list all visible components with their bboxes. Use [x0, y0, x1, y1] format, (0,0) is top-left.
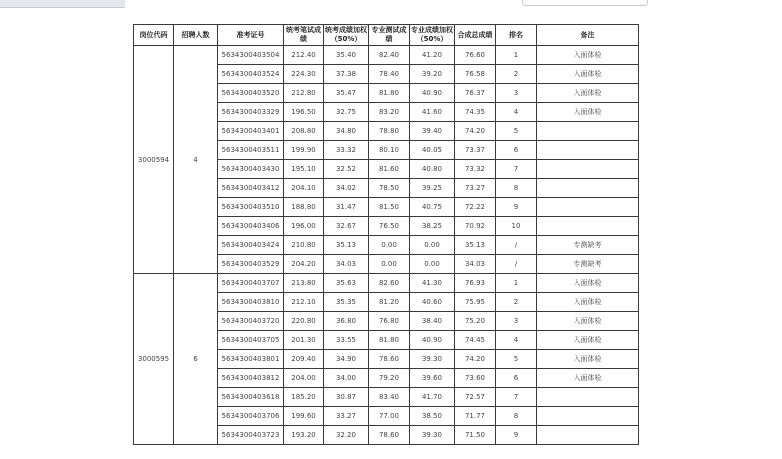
- written-weighted-cell: 30.87: [324, 388, 369, 407]
- professional-weighted-cell: 38.25: [410, 217, 455, 236]
- professional-weighted-cell: 39.30: [410, 426, 455, 445]
- professional-weighted-cell: 0.00: [410, 255, 455, 274]
- rank-cell: 5: [496, 350, 537, 369]
- written-score-cell: 188.80: [284, 198, 324, 217]
- total-score-cell: 76.60: [455, 46, 496, 65]
- professional-score-cell: 80.10: [369, 141, 410, 160]
- remarks-cell: [537, 122, 639, 141]
- professional-weighted-cell: 40.05: [410, 141, 455, 160]
- ticket-number-cell: 5634300403705: [218, 331, 284, 350]
- written-score-cell: 204.20: [284, 255, 324, 274]
- table-row: [134, 274, 639, 293]
- ticket-number-cell: 5634300403810: [218, 293, 284, 312]
- ticket-number-cell: 5634300403430: [218, 160, 284, 179]
- professional-score-cell: 83.40: [369, 388, 410, 407]
- written-score-cell: 204.00: [284, 369, 324, 388]
- rank-cell: /: [496, 255, 537, 274]
- total-score-cell: 35.13: [455, 236, 496, 255]
- professional-weighted-cell: 41.60: [410, 103, 455, 122]
- viewer-left-frame: [0, 0, 125, 8]
- written-score-cell: 209.40: [284, 350, 324, 369]
- total-score-cell: 74.45: [455, 331, 496, 350]
- ticket-number-cell: 5634300403406: [218, 217, 284, 236]
- rank-cell: 6: [496, 369, 537, 388]
- remarks-cell: 专测缺考: [537, 236, 639, 255]
- written-score-cell: 210.80: [284, 236, 324, 255]
- rank-cell: /: [496, 236, 537, 255]
- rank-cell: 3: [496, 84, 537, 103]
- header-position-code: 岗位代码: [134, 25, 174, 46]
- written-weighted-cell: 35.35: [324, 293, 369, 312]
- written-score-cell: 196.00: [284, 217, 324, 236]
- written-weighted-cell: 35.63: [324, 274, 369, 293]
- total-score-cell: 72.57: [455, 388, 496, 407]
- written-score-cell: 224.30: [284, 65, 324, 84]
- written-weighted-cell: 35.13: [324, 236, 369, 255]
- total-score-cell: 75.95: [455, 293, 496, 312]
- written-weighted-cell: 32.20: [324, 426, 369, 445]
- total-score-cell: 70.92: [455, 217, 496, 236]
- professional-score-cell: 82.40: [369, 46, 410, 65]
- header-written-weighted: 统考成绩加权（50%）: [324, 25, 369, 46]
- ticket-number-cell: 5634300403520: [218, 84, 284, 103]
- written-weighted-cell: 34.02: [324, 179, 369, 198]
- written-weighted-cell: 34.00: [324, 369, 369, 388]
- written-score-cell: 220.80: [284, 312, 324, 331]
- rank-cell: 7: [496, 160, 537, 179]
- header-professional-score: 专业测试成绩: [369, 25, 410, 46]
- written-weighted-cell: 32.52: [324, 160, 369, 179]
- total-score-cell: 73.37: [455, 141, 496, 160]
- professional-weighted-cell: 38.40: [410, 312, 455, 331]
- remarks-cell: 入面体检: [537, 331, 639, 350]
- professional-score-cell: 81.80: [369, 84, 410, 103]
- total-score-cell: 76.37: [455, 84, 496, 103]
- rank-cell: 4: [496, 103, 537, 122]
- ticket-number-cell: 5634300403618: [218, 388, 284, 407]
- ticket-number-cell: 5634300403706: [218, 407, 284, 426]
- total-score-cell: 73.32: [455, 160, 496, 179]
- ticket-number-cell: 5634300403504: [218, 46, 284, 65]
- header-ticket-number: 准考证号: [218, 25, 284, 46]
- written-weighted-cell: 32.67: [324, 217, 369, 236]
- professional-score-cell: 76.80: [369, 312, 410, 331]
- professional-score-cell: 78.40: [369, 65, 410, 84]
- header-total-score: 合成总成绩: [455, 25, 496, 46]
- professional-weighted-cell: 40.90: [410, 84, 455, 103]
- professional-weighted-cell: 40.60: [410, 293, 455, 312]
- professional-score-cell: 81.20: [369, 293, 410, 312]
- rank-cell: 10: [496, 217, 537, 236]
- header-remarks: 备注: [537, 25, 639, 46]
- professional-weighted-cell: 0.00: [410, 236, 455, 255]
- remarks-cell: 入面体检: [537, 312, 639, 331]
- ticket-number-cell: 5634300403510: [218, 198, 284, 217]
- professional-score-cell: 81.80: [369, 331, 410, 350]
- ticket-number-cell: 5634300403329: [218, 103, 284, 122]
- ticket-number-cell: 5634300403412: [218, 179, 284, 198]
- written-weighted-cell: 34.90: [324, 350, 369, 369]
- professional-weighted-cell: 39.30: [410, 350, 455, 369]
- total-score-cell: 75.20: [455, 312, 496, 331]
- header-rank: 排名: [496, 25, 537, 46]
- total-score-cell: 74.35: [455, 103, 496, 122]
- professional-score-cell: 81.60: [369, 160, 410, 179]
- professional-score-cell: 77.00: [369, 407, 410, 426]
- written-weighted-cell: 36.80: [324, 312, 369, 331]
- written-weighted-cell: 34.80: [324, 122, 369, 141]
- remarks-cell: [537, 217, 639, 236]
- hire-count-cell: 4: [174, 46, 218, 274]
- viewer-top-strip: [0, 0, 782, 8]
- total-score-cell: 76.93: [455, 274, 496, 293]
- total-score-cell: 71.50: [455, 426, 496, 445]
- written-score-cell: 193.20: [284, 426, 324, 445]
- written-score-cell: 196.50: [284, 103, 324, 122]
- table-row: [134, 46, 639, 65]
- professional-weighted-cell: 41.20: [410, 46, 455, 65]
- professional-weighted-cell: 39.40: [410, 122, 455, 141]
- total-score-cell: 73.27: [455, 179, 496, 198]
- ticket-number-cell: 5634300403401: [218, 122, 284, 141]
- remarks-cell: [537, 160, 639, 179]
- professional-weighted-cell: 41.30: [410, 274, 455, 293]
- remarks-cell: 入面体检: [537, 369, 639, 388]
- rank-cell: 7: [496, 388, 537, 407]
- ticket-number-cell: 5634300403529: [218, 255, 284, 274]
- position-code-cell: 3000594: [134, 46, 174, 274]
- total-score-cell: 34.03: [455, 255, 496, 274]
- total-score-cell: 74.20: [455, 350, 496, 369]
- header-hire-count: 招聘人数: [174, 25, 218, 46]
- written-weighted-cell: 33.55: [324, 331, 369, 350]
- professional-score-cell: 0.00: [369, 236, 410, 255]
- rank-cell: 4: [496, 331, 537, 350]
- rank-cell: 9: [496, 426, 537, 445]
- professional-weighted-cell: 39.60: [410, 369, 455, 388]
- total-score-cell: 72.22: [455, 198, 496, 217]
- total-score-cell: 74.20: [455, 122, 496, 141]
- header-row: [134, 25, 639, 46]
- professional-score-cell: 83.20: [369, 103, 410, 122]
- professional-weighted-cell: 40.80: [410, 160, 455, 179]
- ticket-number-cell: 5634300403720: [218, 312, 284, 331]
- total-score-cell: 76.58: [455, 65, 496, 84]
- rank-cell: 1: [496, 46, 537, 65]
- score-table: [133, 24, 639, 445]
- written-score-cell: 212.10: [284, 293, 324, 312]
- written-weighted-cell: 35.47: [324, 84, 369, 103]
- written-score-cell: 208.80: [284, 122, 324, 141]
- ticket-number-cell: 5634300403707: [218, 274, 284, 293]
- written-weighted-cell: 37.38: [324, 65, 369, 84]
- written-weighted-cell: 33.27: [324, 407, 369, 426]
- remarks-cell: [537, 407, 639, 426]
- total-score-cell: 73.60: [455, 369, 496, 388]
- written-score-cell: 201.30: [284, 331, 324, 350]
- professional-weighted-cell: 41.70: [410, 388, 455, 407]
- professional-weighted-cell: 40.75: [410, 198, 455, 217]
- ticket-number-cell: 5634300403801: [218, 350, 284, 369]
- written-score-cell: 204.10: [284, 179, 324, 198]
- professional-score-cell: 78.60: [369, 350, 410, 369]
- remarks-cell: [537, 179, 639, 198]
- remarks-cell: [537, 198, 639, 217]
- professional-score-cell: 78.80: [369, 122, 410, 141]
- hire-count-cell: 6: [174, 274, 218, 445]
- position-code-cell: 3000595: [134, 274, 174, 445]
- ticket-number-cell: 5634300403812: [218, 369, 284, 388]
- professional-score-cell: 78.60: [369, 426, 410, 445]
- written-weighted-cell: 33.32: [324, 141, 369, 160]
- remarks-cell: 入面体检: [537, 46, 639, 65]
- written-score-cell: 199.90: [284, 141, 324, 160]
- rank-cell: 8: [496, 179, 537, 198]
- professional-score-cell: 78.50: [369, 179, 410, 198]
- written-weighted-cell: 32.75: [324, 103, 369, 122]
- written-score-cell: 212.40: [284, 46, 324, 65]
- table-body: [134, 46, 639, 445]
- professional-score-cell: 79.20: [369, 369, 410, 388]
- total-score-cell: 71.77: [455, 407, 496, 426]
- remarks-cell: [537, 141, 639, 160]
- remarks-cell: 专测缺考: [537, 255, 639, 274]
- ticket-number-cell: 5634300403511: [218, 141, 284, 160]
- rank-cell: 1: [496, 274, 537, 293]
- remarks-cell: 入面体检: [537, 103, 639, 122]
- viewer-toolbar-box: [522, 0, 648, 6]
- remarks-cell: [537, 426, 639, 445]
- professional-weighted-cell: 39.25: [410, 179, 455, 198]
- rank-cell: 2: [496, 65, 537, 84]
- header-written-score: 统考笔试成绩: [284, 25, 324, 46]
- rank-cell: 2: [496, 293, 537, 312]
- written-score-cell: 199.60: [284, 407, 324, 426]
- professional-weighted-cell: 40.90: [410, 331, 455, 350]
- written-weighted-cell: 35.40: [324, 46, 369, 65]
- professional-score-cell: 76.50: [369, 217, 410, 236]
- ticket-number-cell: 5634300403723: [218, 426, 284, 445]
- professional-score-cell: 81.50: [369, 198, 410, 217]
- remarks-cell: 入面体检: [537, 350, 639, 369]
- remarks-cell: 入面体检: [537, 274, 639, 293]
- written-score-cell: 185.20: [284, 388, 324, 407]
- remarks-cell: 入面体检: [537, 84, 639, 103]
- written-score-cell: 213.80: [284, 274, 324, 293]
- professional-score-cell: 82.60: [369, 274, 410, 293]
- written-score-cell: 195.10: [284, 160, 324, 179]
- rank-cell: 3: [496, 312, 537, 331]
- remarks-cell: 入面体检: [537, 65, 639, 84]
- rank-cell: 9: [496, 198, 537, 217]
- remarks-cell: 入面体检: [537, 293, 639, 312]
- rank-cell: 5: [496, 122, 537, 141]
- ticket-number-cell: 5634300403524: [218, 65, 284, 84]
- rank-cell: 6: [496, 141, 537, 160]
- written-score-cell: 212.80: [284, 84, 324, 103]
- header-professional-weighted: 专业成绩加权（50%）: [410, 25, 455, 46]
- professional-weighted-cell: 39.20: [410, 65, 455, 84]
- written-weighted-cell: 34.03: [324, 255, 369, 274]
- rank-cell: 8: [496, 407, 537, 426]
- written-weighted-cell: 31.47: [324, 198, 369, 217]
- ticket-number-cell: 5634300403424: [218, 236, 284, 255]
- remarks-cell: [537, 388, 639, 407]
- professional-weighted-cell: 38.50: [410, 407, 455, 426]
- professional-score-cell: 0.00: [369, 255, 410, 274]
